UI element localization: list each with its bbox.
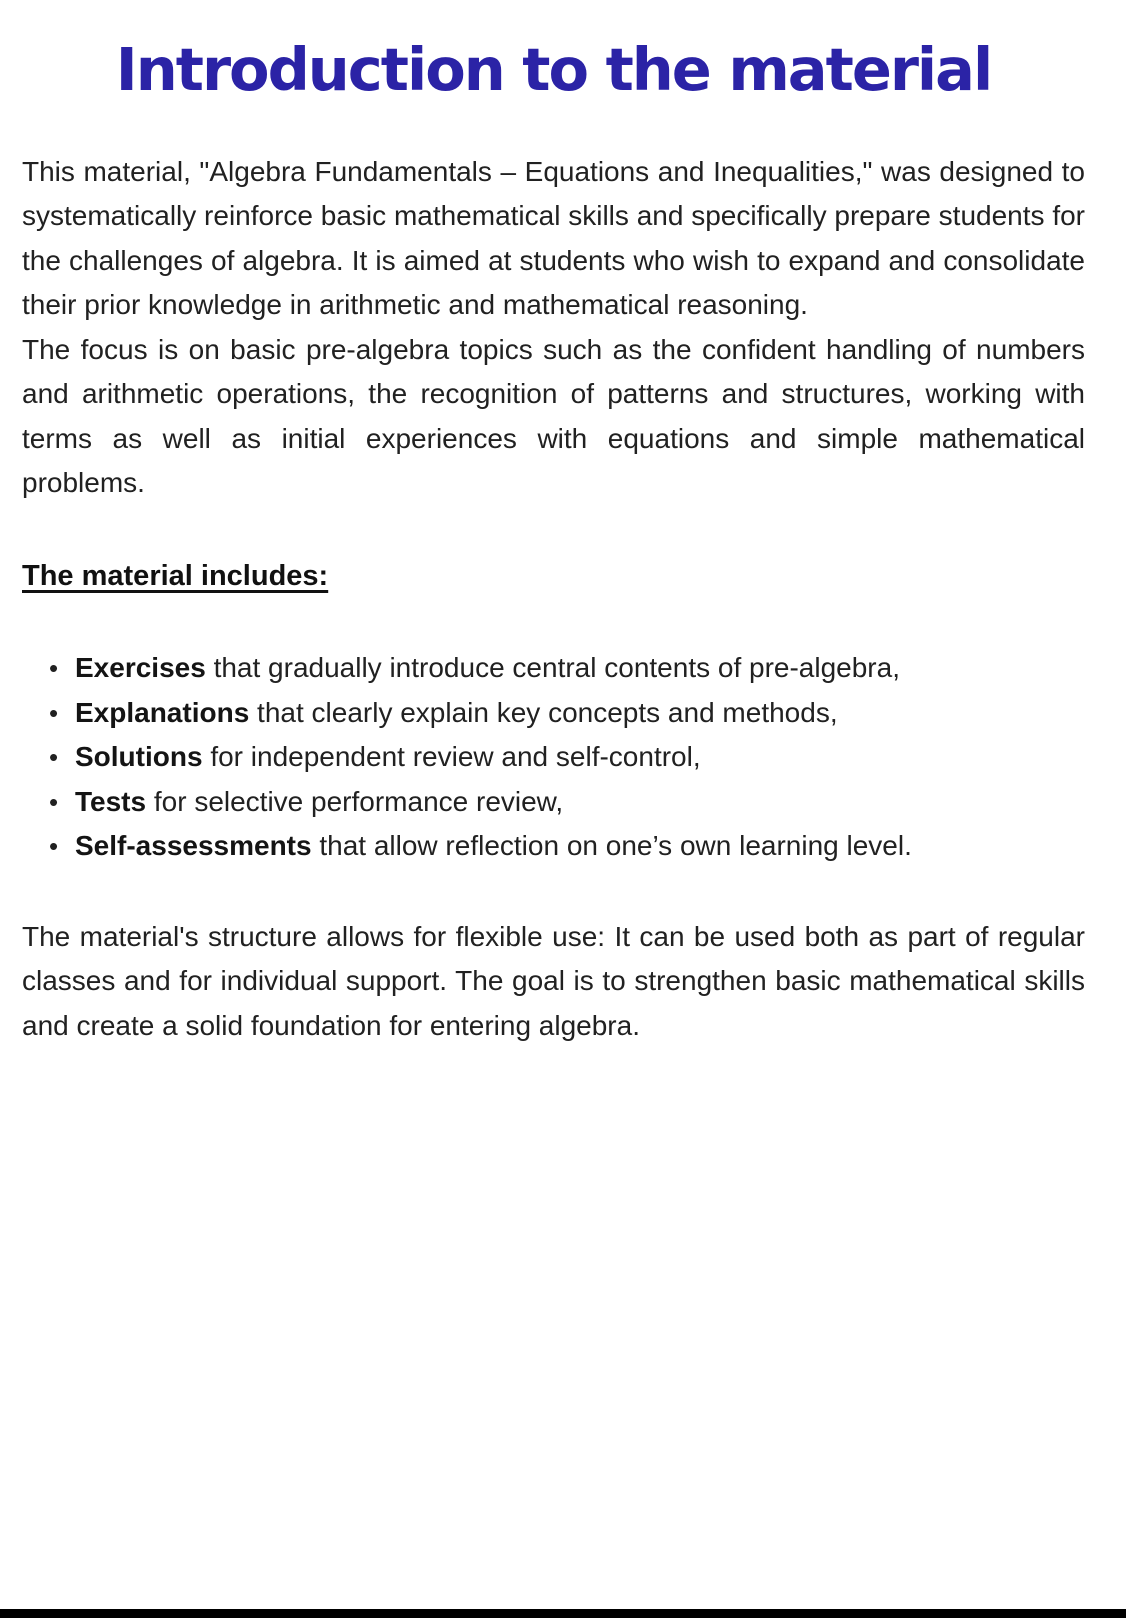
- intro-paragraph-1: This material, "Algebra Fundamentals – Equations and Inequalities," was designed to systematically reinforce basic mathematical skills and specifically prepare students for the challenges of algebra. It is aimed at students who wish to expand and consolidate their prior knowledge in arithmetic and mathematical reasoning.: [22, 155, 1085, 321]
- list-item-lead: Solutions: [75, 741, 203, 773]
- list-item: [22, 824, 1085, 869]
- list-item: [22, 735, 1085, 780]
- closing-section: [22, 915, 1085, 1049]
- includes-heading: The material includes:: [22, 559, 329, 592]
- intro-section: [22, 150, 1085, 506]
- list-item-text: that clearly explain key concepts and methods,: [249, 696, 838, 728]
- list-item: [22, 691, 1085, 736]
- intro-paragraph-2: The focus is on basic pre-algebra topics such as the confident handling of numbers and arithmetic operations, the recognition of patterns and structures, working with terms as well as initial experiences with equations and simple mathematical problems.: [22, 333, 1085, 499]
- page-bottom-divider: [0, 1609, 1126, 1618]
- list-item-text: that gradually introduce central contents of pre-algebra,: [205, 652, 900, 684]
- list-item: [22, 780, 1085, 825]
- list-item-lead: Self-assessments: [75, 830, 312, 862]
- list-item-lead: Explanations: [75, 696, 250, 728]
- list-item: [22, 646, 1085, 691]
- list-item-text: for independent review and self-control,: [202, 741, 701, 773]
- includes-list: [22, 646, 1085, 869]
- list-item-text: that allow reflection on one’s own learning level.: [311, 830, 912, 862]
- list-item-lead: Tests: [75, 785, 147, 817]
- list-item-text: for selective performance review,: [146, 785, 564, 817]
- closing-paragraph: The material's structure allows for flexible use: It can be used both as part of regular classes and for individual support. The goal is to strengthen basic mathematical skills and create a solid foundation for entering algebra.: [22, 920, 1085, 1041]
- page-title: Introduction to the material: [115, 35, 992, 104]
- list-item-lead: Exercises: [75, 652, 206, 684]
